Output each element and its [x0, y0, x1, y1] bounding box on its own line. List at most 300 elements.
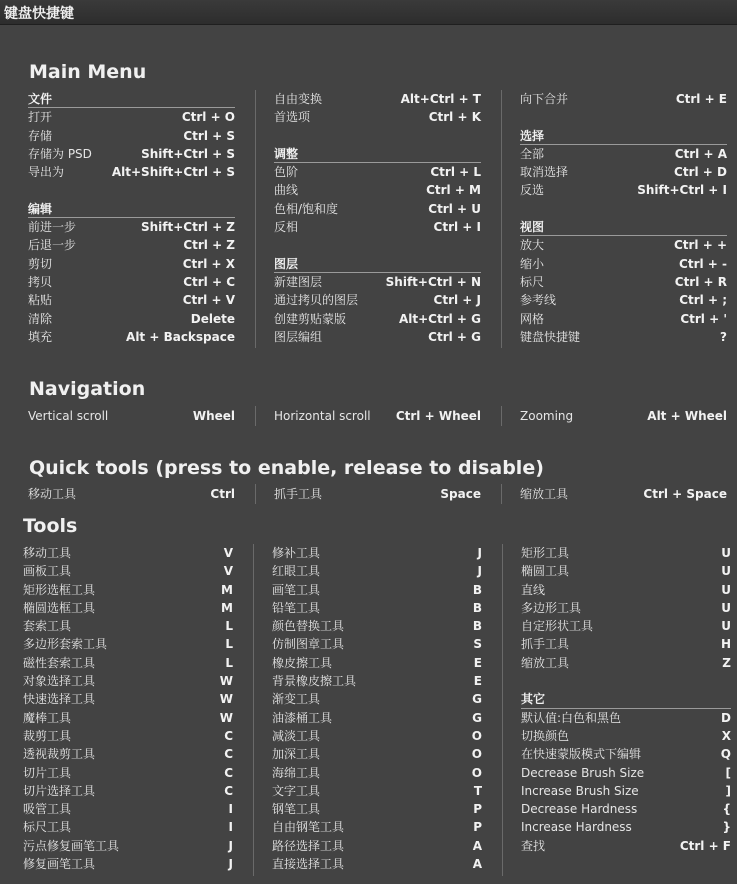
column-divider [255, 484, 256, 504]
shortcut-row [521, 764, 731, 782]
shortcut-label: 打开 [28, 110, 53, 125]
shortcut-key: I [228, 820, 233, 835]
shortcut-row [272, 818, 482, 836]
shortcut-label: 魔棒工具 [23, 710, 72, 725]
column-divider [501, 406, 502, 426]
shortcut-label: 剪切 [28, 256, 53, 271]
shortcut-key: J [228, 838, 233, 853]
shortcut-row [23, 800, 233, 818]
shortcut-row [272, 562, 482, 580]
shortcut-key: B [472, 619, 482, 634]
window-title: 键盘快捷键 [4, 6, 74, 22]
shortcut-label: 图层编组 [274, 329, 323, 344]
shortcut-key: { [722, 802, 731, 817]
shortcut-key: L [225, 655, 233, 670]
shortcut-label: 粘贴 [28, 293, 53, 308]
main-menu-column-2 [274, 90, 481, 346]
shortcut-row [272, 837, 482, 855]
shortcut-row [521, 562, 731, 580]
shortcut-row [28, 236, 235, 254]
shortcut-label: 通过拷贝的图层 [274, 293, 359, 308]
section-title-quick-tools: Quick tools (press to enable, release to disable) [29, 457, 544, 479]
shortcut-key: O [471, 747, 482, 762]
shortcut-key: Ctrl + ' [680, 311, 727, 326]
main-menu-column-3 [520, 90, 727, 346]
shortcut-key: W [219, 674, 233, 689]
shortcut-row [272, 782, 482, 800]
shortcut-label: 切片工具 [23, 765, 72, 780]
shortcut-label: 标尺工具 [23, 820, 72, 835]
shortcut-row [520, 145, 727, 163]
shortcut-label: 后退一步 [28, 238, 77, 253]
shortcut-label: 自由变换 [274, 92, 323, 106]
shortcut-row [272, 855, 482, 873]
shortcut-row [272, 745, 482, 763]
shortcut-key: S [473, 637, 482, 652]
shortcut-group-header: 选择 [520, 127, 727, 145]
shortcut-row [520, 485, 727, 503]
shortcut-row [23, 544, 233, 562]
shortcut-row [520, 291, 727, 309]
shortcut-label: 曲线 [274, 183, 299, 198]
shortcut-key: U [721, 546, 731, 560]
shortcut-row [23, 709, 233, 727]
shortcut-label: 画笔工具 [272, 582, 321, 597]
spacer [274, 127, 481, 145]
shortcut-key: Z [722, 655, 731, 670]
shortcut-label: 自定形状工具 [521, 619, 594, 634]
shortcut-key: J [477, 546, 482, 560]
shortcut-label: 快速选择工具 [23, 692, 96, 707]
column-divider [501, 484, 502, 504]
shortcut-label: 标尺 [520, 274, 545, 289]
shortcut-label: 红眼工具 [272, 564, 321, 579]
column-divider [255, 90, 256, 348]
shortcut-row [272, 617, 482, 635]
shortcut-group-header: 编辑 [28, 200, 235, 218]
shortcut-row [274, 200, 481, 218]
shortcut-row [274, 163, 481, 181]
shortcut-row [272, 727, 482, 745]
shortcut-row [28, 273, 235, 291]
shortcut-key: C [224, 783, 233, 798]
shortcut-row [521, 727, 731, 745]
shortcut-row [274, 108, 481, 126]
shortcut-label: 放大 [520, 238, 545, 253]
spacer [520, 200, 727, 218]
shortcut-key: Wheel [192, 409, 235, 423]
shortcut-row [23, 818, 233, 836]
shortcut-key: A [472, 857, 482, 872]
shortcut-row [521, 782, 731, 800]
shortcut-row [272, 654, 482, 672]
shortcut-label: 修补工具 [272, 546, 321, 560]
shortcut-row [272, 690, 482, 708]
section-title-tools: Tools [23, 515, 78, 537]
shortcut-label: 磁性套索工具 [23, 655, 96, 670]
shortcut-key: O [471, 765, 482, 780]
window-titlebar [0, 0, 737, 25]
shortcut-label: 自由钢笔工具 [272, 820, 345, 835]
shortcut-key: Shift+Ctrl + I [637, 183, 727, 198]
shortcut-label: 默认值:白色和黑色 [521, 710, 622, 725]
tools-column-1 [23, 544, 233, 873]
shortcut-label: 创建剪贴蒙版 [274, 311, 347, 326]
shortcut-key: Ctrl + R [674, 274, 727, 289]
shortcut-row [274, 218, 481, 236]
shortcut-row [520, 407, 727, 425]
shortcut-label: 切换颜色 [521, 728, 570, 743]
shortcut-label: 色阶 [274, 165, 299, 180]
shortcut-row [521, 581, 731, 599]
shortcut-row [272, 599, 482, 617]
shortcut-row [23, 782, 233, 800]
shortcut-row [520, 328, 727, 346]
shortcut-row [521, 800, 731, 818]
shortcut-key: G [472, 710, 482, 725]
shortcut-label: 切片选择工具 [23, 783, 96, 798]
shortcut-row [28, 145, 235, 163]
shortcut-row [23, 617, 233, 635]
shortcut-key: U [721, 564, 731, 579]
shortcut-key: Alt + Wheel [647, 409, 727, 423]
shortcut-key: [ [725, 765, 731, 780]
shortcut-label: 矩形工具 [521, 546, 570, 560]
shortcut-label: 渐变工具 [272, 692, 321, 707]
shortcut-row [28, 255, 235, 273]
shortcut-row [274, 407, 481, 425]
shortcut-label: Increase Brush Size [521, 783, 639, 798]
shortcut-label: 移动工具 [23, 546, 72, 560]
shortcut-key: W [219, 692, 233, 707]
spacer [520, 108, 727, 126]
shortcut-key: B [472, 582, 482, 597]
shortcut-row [28, 485, 235, 503]
shortcut-row [23, 562, 233, 580]
shortcut-row [23, 690, 233, 708]
shortcut-label: 取消选择 [520, 165, 569, 180]
shortcut-key: Ctrl [210, 487, 235, 501]
shortcut-label: 多边形套索工具 [23, 637, 108, 652]
section-title-main-menu: Main Menu [29, 61, 147, 83]
shortcut-row [23, 727, 233, 745]
shortcut-row [272, 709, 482, 727]
shortcut-label: 抓手工具 [521, 637, 570, 652]
shortcut-label: 加深工具 [272, 747, 321, 762]
shortcut-key: O [471, 728, 482, 743]
shortcut-key: D [721, 710, 731, 725]
shortcut-key: B [472, 600, 482, 615]
shortcut-label: 缩放工具 [521, 655, 570, 670]
shortcut-group-header: 其它 [521, 690, 731, 708]
shortcut-key: Ctrl + Wheel [395, 409, 481, 423]
shortcut-row [521, 599, 731, 617]
shortcut-group-header: 调整 [274, 145, 481, 163]
shortcut-row [272, 581, 482, 599]
shortcut-key: Ctrl + K [428, 110, 481, 125]
shortcut-label: Decrease Hardness [521, 802, 638, 817]
shortcut-label: 键盘快捷键 [520, 329, 581, 344]
shortcut-row [272, 672, 482, 690]
shortcut-row [23, 599, 233, 617]
shortcut-key: T [473, 783, 482, 798]
shortcut-group-header: 视图 [520, 218, 727, 236]
shortcut-key: Ctrl + L [430, 165, 481, 180]
shortcut-key: ] [725, 783, 731, 798]
shortcut-key: Delete [190, 311, 235, 326]
shortcut-label: 色相/饱和度 [274, 201, 339, 216]
shortcut-key: C [224, 728, 233, 743]
shortcut-label: Decrease Brush Size [521, 765, 645, 780]
shortcut-key: Shift+Ctrl + Z [141, 220, 235, 235]
shortcut-key: Ctrl + G [428, 329, 481, 344]
shortcut-row [520, 236, 727, 254]
shortcut-label: 在快速蒙版模式下编辑 [521, 747, 642, 762]
shortcut-key: Ctrl + O [181, 110, 235, 125]
shortcut-label: 污点修复画笔工具 [23, 838, 120, 853]
shortcut-label: 文字工具 [272, 783, 321, 798]
shortcut-label: 查找 [521, 838, 546, 853]
shortcut-key: Ctrl + M [426, 183, 481, 198]
shortcut-key: C [224, 765, 233, 780]
spacer [274, 236, 481, 254]
shortcut-label: 油漆桶工具 [272, 710, 333, 725]
shortcut-row [520, 255, 727, 273]
shortcut-key: Shift+Ctrl + N [385, 274, 481, 289]
shortcut-label: 反相 [274, 220, 299, 235]
quick-tools-column-3 [520, 485, 727, 503]
shortcut-key: Alt+Shift+Ctrl + S [111, 165, 235, 180]
shortcut-label: 修复画笔工具 [23, 857, 96, 872]
shortcut-key: J [228, 857, 233, 872]
shortcut-row [28, 310, 235, 328]
shortcut-label: 移动工具 [28, 487, 77, 501]
shortcut-key: Ctrl + ; [679, 293, 727, 308]
shortcut-label: 拷贝 [28, 274, 53, 289]
tools-column-2 [272, 544, 482, 873]
shortcut-label: 透视裁剪工具 [23, 747, 96, 762]
shortcut-key: U [721, 619, 731, 634]
shortcut-row [274, 291, 481, 309]
spacer [521, 672, 731, 690]
shortcut-key: Ctrl + I [433, 220, 481, 235]
shortcut-row [23, 837, 233, 855]
shortcut-key: H [720, 637, 731, 652]
shortcut-key: X [721, 728, 731, 743]
shortcut-row [274, 181, 481, 199]
shortcut-key: Shift+Ctrl + S [141, 146, 235, 161]
shortcut-key: Alt+Ctrl + T [400, 92, 481, 106]
shortcut-row [520, 310, 727, 328]
shortcut-key: U [721, 600, 731, 615]
shortcut-label: Vertical scroll [28, 409, 109, 423]
shortcut-row [520, 181, 727, 199]
shortcut-row [520, 90, 727, 108]
shortcut-key: E [473, 674, 482, 689]
shortcut-row [521, 544, 731, 562]
shortcut-label: 路径选择工具 [272, 838, 345, 853]
shortcut-label: Zooming [520, 409, 574, 423]
shortcut-row [23, 764, 233, 782]
shortcut-key: Alt + Backspace [126, 329, 235, 344]
column-divider [253, 544, 254, 876]
main-menu-column-1 [28, 90, 235, 346]
shortcut-key: Alt+Ctrl + G [398, 311, 481, 326]
shortcut-row [521, 617, 731, 635]
shortcut-key: G [472, 692, 482, 707]
shortcut-label: 首选项 [274, 110, 311, 125]
quick-tools-column-2 [274, 485, 481, 503]
shortcut-key: Ctrl + - [679, 256, 727, 271]
shortcut-row [23, 654, 233, 672]
shortcut-label: 矩形选框工具 [23, 582, 96, 597]
shortcut-row [521, 745, 731, 763]
shortcut-label: 海绵工具 [272, 765, 321, 780]
shortcut-label: 对象选择工具 [23, 674, 96, 689]
shortcut-row [23, 672, 233, 690]
shortcut-key: J [477, 564, 482, 579]
shortcut-key: M [221, 600, 233, 615]
shortcut-row [274, 328, 481, 346]
shortcut-key: M [221, 582, 233, 597]
shortcut-label: 导出为 [28, 165, 65, 180]
shortcut-label: 直线 [521, 582, 546, 597]
shortcut-key: Ctrl + S [183, 128, 235, 143]
shortcut-key: V [223, 546, 233, 560]
shortcut-label: 减淡工具 [272, 728, 321, 743]
shortcut-key: C [224, 747, 233, 762]
shortcut-key: Ctrl + + [673, 238, 727, 253]
shortcut-key: W [219, 710, 233, 725]
shortcut-label: Increase Hardness [521, 820, 632, 835]
navigation-column-3 [520, 407, 727, 425]
shortcut-label: 网格 [520, 311, 545, 326]
shortcut-label: 新建图层 [274, 274, 323, 289]
shortcut-label: 套索工具 [23, 619, 72, 634]
shortcut-label: 橡皮擦工具 [272, 655, 333, 670]
shortcut-label: 椭圆工具 [521, 564, 570, 579]
shortcut-key: I [228, 802, 233, 817]
shortcut-row [274, 310, 481, 328]
shortcut-label: 画板工具 [23, 564, 72, 579]
shortcut-label: 全部 [520, 146, 545, 161]
spacer [28, 181, 235, 199]
shortcut-key: A [472, 838, 482, 853]
shortcut-label: 清除 [28, 311, 53, 326]
shortcut-row [521, 709, 731, 727]
shortcut-key: Space [440, 487, 481, 501]
shortcut-key: Ctrl + C [183, 274, 235, 289]
shortcut-key: Ctrl + D [674, 165, 727, 180]
shortcut-key: P [473, 820, 482, 835]
shortcut-label: 背景橡皮擦工具 [272, 674, 357, 689]
shortcut-key: Ctrl + Space [643, 487, 727, 501]
shortcut-label: 反选 [520, 183, 545, 198]
shortcut-row [28, 328, 235, 346]
column-divider [501, 90, 502, 348]
shortcut-key: ? [720, 329, 727, 344]
shortcut-row [28, 108, 235, 126]
shortcut-label: 向下合并 [520, 92, 569, 106]
shortcut-key: L [225, 637, 233, 652]
shortcut-key: Ctrl + F [679, 838, 731, 853]
shortcut-label: 缩小 [520, 256, 545, 271]
shortcut-label: 抓手工具 [274, 487, 323, 501]
shortcut-row [272, 635, 482, 653]
shortcut-key: E [473, 655, 482, 670]
shortcut-label: 颜色替换工具 [272, 619, 345, 634]
shortcut-row [28, 291, 235, 309]
shortcut-row [23, 581, 233, 599]
shortcut-row [28, 218, 235, 236]
shortcut-row [521, 818, 731, 836]
shortcut-row [521, 635, 731, 653]
shortcut-row [521, 654, 731, 672]
shortcut-label: 参考线 [520, 293, 557, 308]
shortcut-row [23, 635, 233, 653]
shortcut-key: U [721, 582, 731, 597]
shortcut-label: 前进一步 [28, 220, 77, 235]
shortcut-label: 椭圆选框工具 [23, 600, 96, 615]
shortcut-row [274, 273, 481, 291]
shortcut-row [274, 485, 481, 503]
shortcut-row [520, 273, 727, 291]
column-divider [502, 544, 503, 876]
shortcut-key: Q [720, 747, 731, 762]
shortcut-label: 填充 [28, 329, 53, 344]
shortcut-key: V [223, 564, 233, 579]
shortcut-row [28, 127, 235, 145]
shortcut-label: 存储 [28, 128, 53, 143]
shortcut-label: 存储为 PSD [28, 146, 92, 161]
shortcut-row [520, 163, 727, 181]
shortcut-key: P [473, 802, 482, 817]
shortcut-label: 裁剪工具 [23, 728, 72, 743]
shortcut-row [28, 163, 235, 181]
shortcut-key: } [722, 820, 731, 835]
section-title-navigation: Navigation [29, 378, 146, 400]
shortcut-row [272, 764, 482, 782]
shortcut-label: 缩放工具 [520, 487, 569, 501]
shortcut-key: Ctrl + Z [183, 238, 235, 253]
shortcut-label: 直接选择工具 [272, 857, 345, 872]
shortcut-key: Ctrl + A [674, 146, 727, 161]
tools-column-3 [521, 544, 731, 855]
shortcut-key: Ctrl + X [182, 256, 235, 271]
shortcut-row [28, 407, 235, 425]
shortcut-row [521, 837, 731, 855]
quick-tools-column-1 [28, 485, 235, 503]
shortcut-label: 多边形工具 [521, 600, 582, 615]
shortcut-label: 铅笔工具 [272, 600, 321, 615]
shortcut-group-header: 图层 [274, 255, 481, 273]
shortcut-key: L [225, 619, 233, 634]
shortcut-row [23, 855, 233, 873]
navigation-column-2 [274, 407, 481, 425]
shortcut-label: 钢笔工具 [272, 802, 321, 817]
shortcut-row [272, 544, 482, 562]
shortcut-key: Ctrl + V [182, 293, 235, 308]
column-divider [255, 406, 256, 426]
shortcut-key: Ctrl + E [675, 92, 727, 106]
shortcut-row [274, 90, 481, 108]
shortcut-key: Ctrl + U [428, 201, 481, 216]
shortcut-label: 吸管工具 [23, 802, 72, 817]
shortcut-group-header: 文件 [28, 90, 235, 108]
shortcut-label: Horizontal scroll [274, 409, 371, 423]
shortcut-row [23, 745, 233, 763]
shortcut-label: 仿制图章工具 [272, 637, 345, 652]
